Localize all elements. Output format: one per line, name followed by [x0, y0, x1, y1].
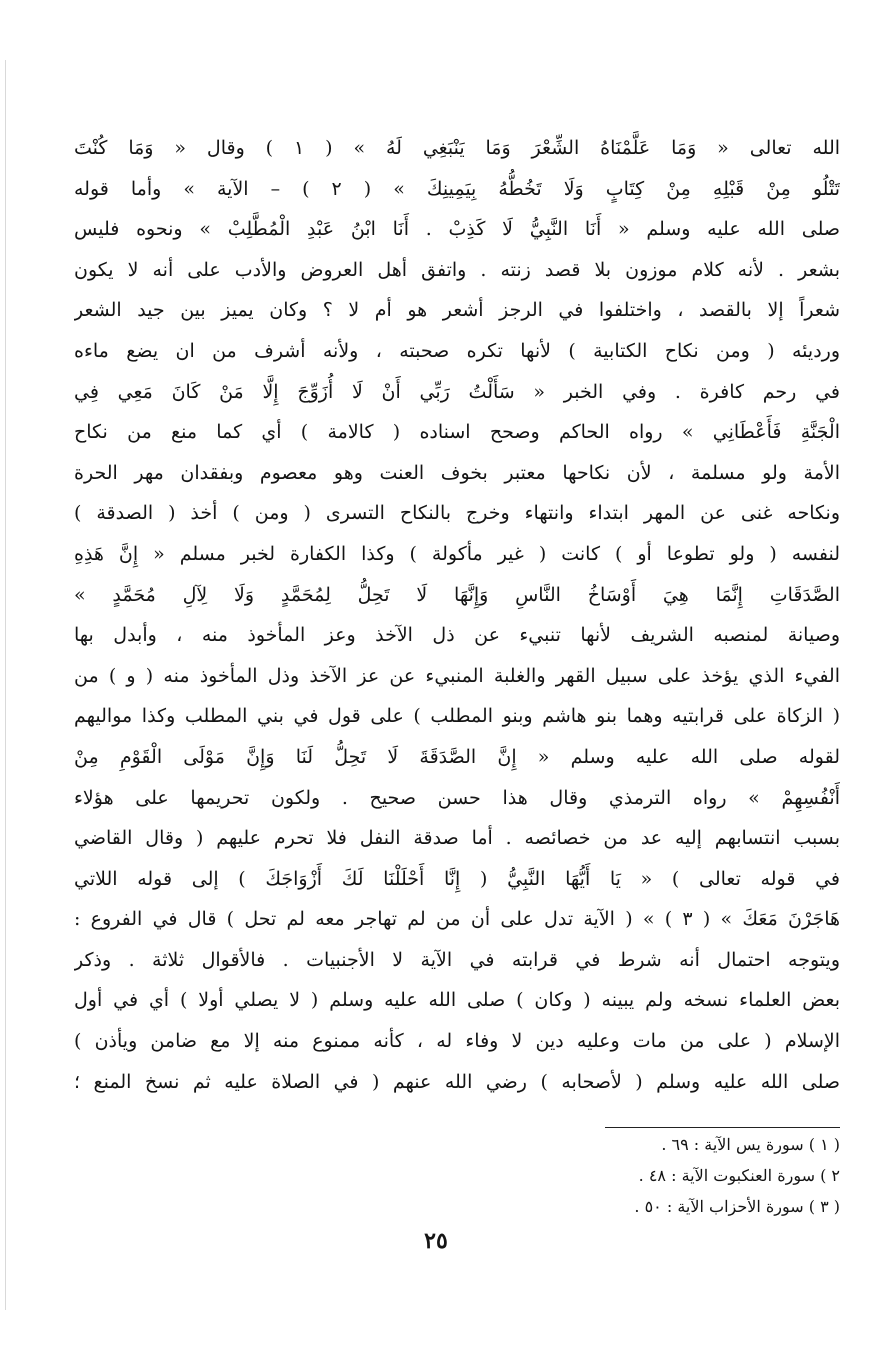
text-line: لنفسه ( ولو تطوعا أو ) كانت ( غير مأكولة ) وكذا الكفارة لخبر مسلم « إِنَّ هَذِهِ: [74, 542, 840, 565]
footnote: ( ١ ) سورة يس الآية : ٦٩ .: [661, 1135, 840, 1154]
text-line: بشعر . لأنه كلام موزون بلا قصد زنته . واتفق أهل العروض والأدب على أنه لا يكون: [74, 258, 840, 281]
text-line: الله تعالى « وَمَا عَلَّمْنَاهُ الشِّعْرَ وَمَا يَنْبَغِي لَهُ » ( ١ ) وقال « وَمَا كُنْتَ: [74, 137, 840, 159]
text-line: الأمة ولو مسلمة ، لأن نكاحها معتبر بخوف العنت وهو معصوم وبفقدان مهر الحرة: [74, 461, 840, 484]
footnote-separator: [605, 1127, 840, 1128]
text-line: وصيانة لمنصبه الشريف لأنها تنبيء عن ذل الآخذ وعز المأخوذ منه ، وأبدل بها: [74, 624, 840, 647]
page-number: ٢٥: [424, 1228, 448, 1254]
text-line: لقوله صلى الله عليه وسلم « إِنَّ الصَّدَقَةَ لَا تَحِلُّ لَنَا وَإِنَّ مَوْلَى الْقَوْمِ مِنْ: [74, 745, 840, 768]
text-line: الفيء الذي يؤخذ على سبيل القهر والغلبة المنبيء عن عز الآخذ وذل المأخوذ منه ( و ) من: [74, 664, 840, 687]
text-line: أَنْفُسِهِمْ » رواه الترمذي وقال هذا حسن صحيح . ولكون تحريمها على هؤلاء: [74, 786, 840, 809]
text-line: تَتْلُو مِنْ قَبْلِهِ مِنْ كِتَابٍ وَلَا تَخُطُّهُ بِيَمِينِكَ » ( ٢ ) – الآية » وأما قوله: [74, 177, 840, 200]
footnotes: [420, 1129, 840, 1222]
text-line: بعض العلماء نسخه ولم يبينه ( وكان ) صلى الله عليه وسلم ( لا يصلي أولا ) أي في أول: [74, 989, 840, 1012]
text-line: في قوله تعالى ) « يَا أَيُّهَا النَّبِيُّ ( إِنَّا أَحْلَلْنَا لَكَ أَزْوَاجَكَ ) إلى قوله اللاتي: [74, 867, 840, 890]
text-line: بسبب انتسابهم إليه عد من خصائصه . أما صدقة النفل فلا تحرم عليهم ( وقال القاضي: [74, 827, 840, 850]
text-line: ويتوجه احتمال أنه شرط في قرابته في الآية لا الأجنبيات . فالأقوال ثلاثة . وذكر: [74, 948, 840, 971]
text-line: شعراً إلا بالقصد ، واختلفوا في الرجز أشعر هو أم لا ؟ وكان يميز بين جيد الشعر: [74, 299, 840, 322]
footnote: ٢ ) سورة العنكبوت الآية : ٤٨ .: [638, 1166, 840, 1185]
text-line: ونكاحه غنى عن المهر ابتداء وانتهاء وخرج بالنكاح التسرى ( ومن ) أخذ ( الصدقة ): [74, 502, 840, 525]
body-text: [74, 128, 840, 1102]
text-line: الإسلام ( على من مات وعليه دين لا وفاء له ، كأنه ممنوع منه إلا مع ضامن ويأذن ): [74, 1030, 840, 1053]
text-line: صلى الله عليه وسلم « أَنَا النَّبِيُّ لَا كَذِبْ . أَنَا ابْنُ عَبْدِ الْمُطَّلِبْ » ونحوه فليس: [74, 218, 840, 241]
margin-rule: [5, 60, 6, 1310]
text-line: صلى الله عليه وسلم ( لأصحابه ) رضي الله عنهم ( في الصلاة عليه ثم نسخ المنع ؛: [74, 1070, 840, 1093]
text-line: الْجَنَّةِ فَأَعْطَانِي » رواه الحاكم وصحح اسناده ( كالامة ) أي كما منع من نكاح: [74, 421, 840, 444]
text-line: ( الزكاة على قرابتيه وهما بنو هاشم وبنو المطلب ) على قول في بني المطلب وكذا مواليهم: [74, 705, 840, 728]
footnote: ( ٣ ) سورة الأحزاب الآية : ٥٠ .: [634, 1197, 840, 1216]
text-line: في رحم كافرة . وفي الخبر « سَأَلْتُ رَبِّي أَنْ لَا أُزَوِّجَ إِلَّا مَنْ كَانَ مَعِي فِي: [74, 380, 840, 403]
text-line: هَاجَرْنَ مَعَكَ » ( ٣ ) » ( الآية تدل على أن من لم تهاجر معه لم تحل ) قال في الفروع :: [74, 908, 840, 931]
text-line: ورديئه ( ومن نكاح الكتابية ) لأنها تكره صحبته ، ولأنه أشرف من ان يضع ماءه: [74, 339, 840, 362]
text-line: الصَّدَقَاتِ إِنَّمَا هِيَ أَوْسَاخُ النَّاسِ وَإِنَّهَا لَا تَحِلُّ لِمُحَمَّدٍ وَلَا لِآلِ مُحَمَّدٍ »: [74, 583, 840, 606]
